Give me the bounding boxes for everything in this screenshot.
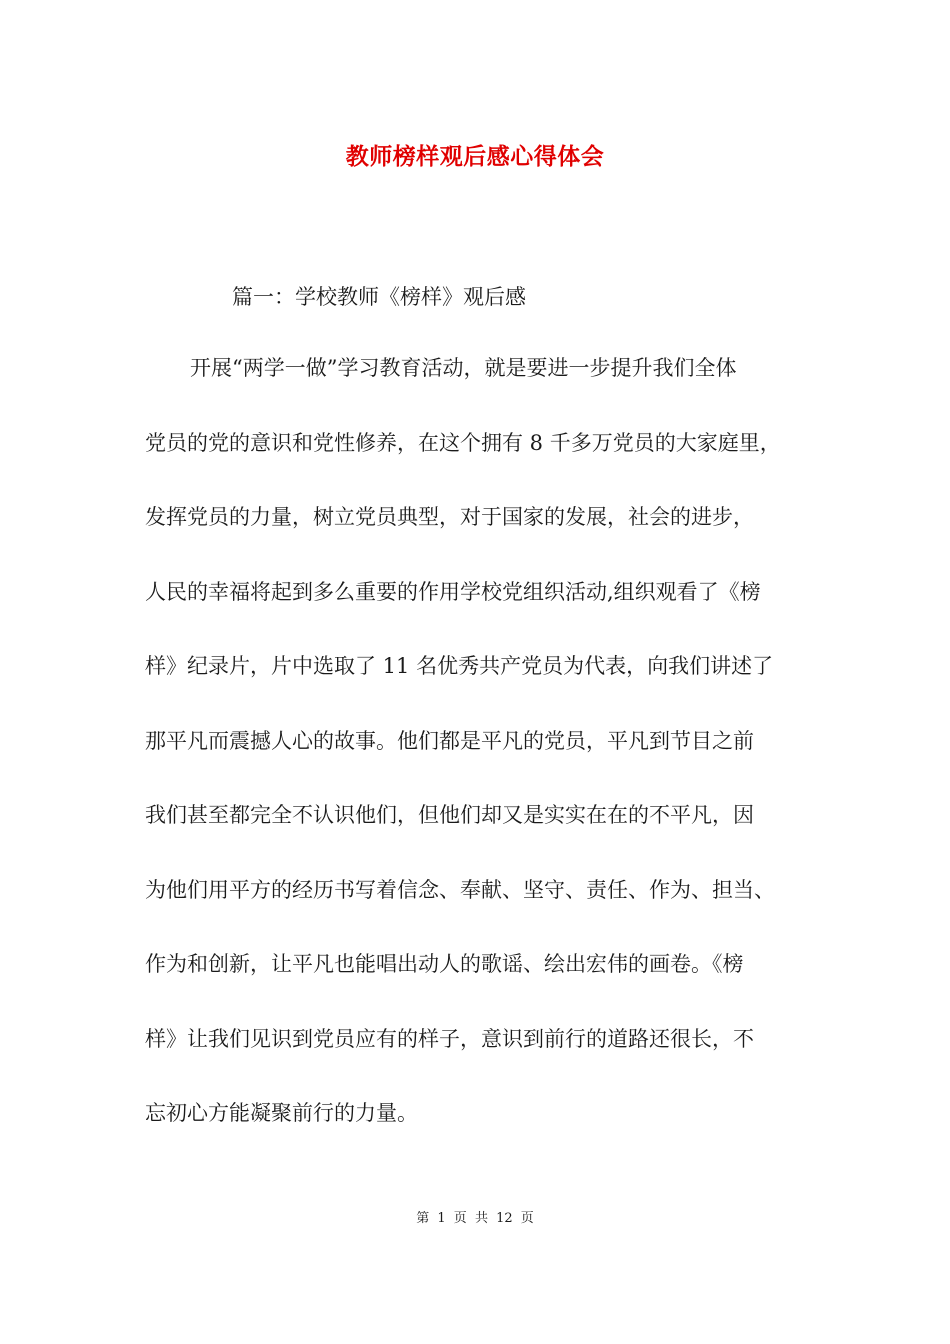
footer-current-page: 1 [437,1211,446,1226]
body-line-2: 党员的党的意识和党性修养，在这个拥有 8 千多万党员的大家庭里， [145,431,781,455]
footer-prefix: 第 [416,1211,430,1226]
body-line-4: 人民的幸福将起到多么重要的作用学校党组织活动,组织观看了《榜 [145,580,761,604]
body-line-7: 我们甚至都完全不认识他们，但他们却又是实实在在的不平凡，因 [145,803,754,827]
body-line-6: 那平凡而震撼人心的故事。他们都是平凡的党员，平凡到节目之前 [145,729,754,753]
section-heading: 篇一：学校教师《榜样》观后感 [232,285,526,309]
footer-mid1: 页 [453,1211,467,1226]
body-line-11: 忘初心方能凝聚前行的力量。 [145,1101,418,1125]
body-line-1: 开展“两学一做”学习教育活动，就是要进一步提升我们全体 [190,356,737,380]
footer-mid2: 共 [474,1211,488,1226]
body-line-3: 发挥党员的力量，树立党员典型，对于国家的发展，社会的进步， [145,505,754,529]
body-line-8: 为他们用平方的经历书写着信念、奉献、坚守、责任、作为、担当、 [145,878,775,902]
footer-suffix: 页 [520,1211,534,1226]
page-footer [0,1207,950,1226]
footer-total-pages: 12 [496,1211,513,1226]
body-line-10: 样》让我们见识到党员应有的样子，意识到前行的道路还很长，不 [145,1027,754,1051]
document-title: 教师榜样观后感心得体会 [345,143,605,170]
body-line-5: 样》纪录片，片中选取了 11 名优秀共产党员为代表，向我们讲述了 [145,654,774,678]
body-line-9: 作为和创新，让平凡也能唱出动人的歌谣、绘出宏伟的画卷。《榜 [145,952,744,976]
